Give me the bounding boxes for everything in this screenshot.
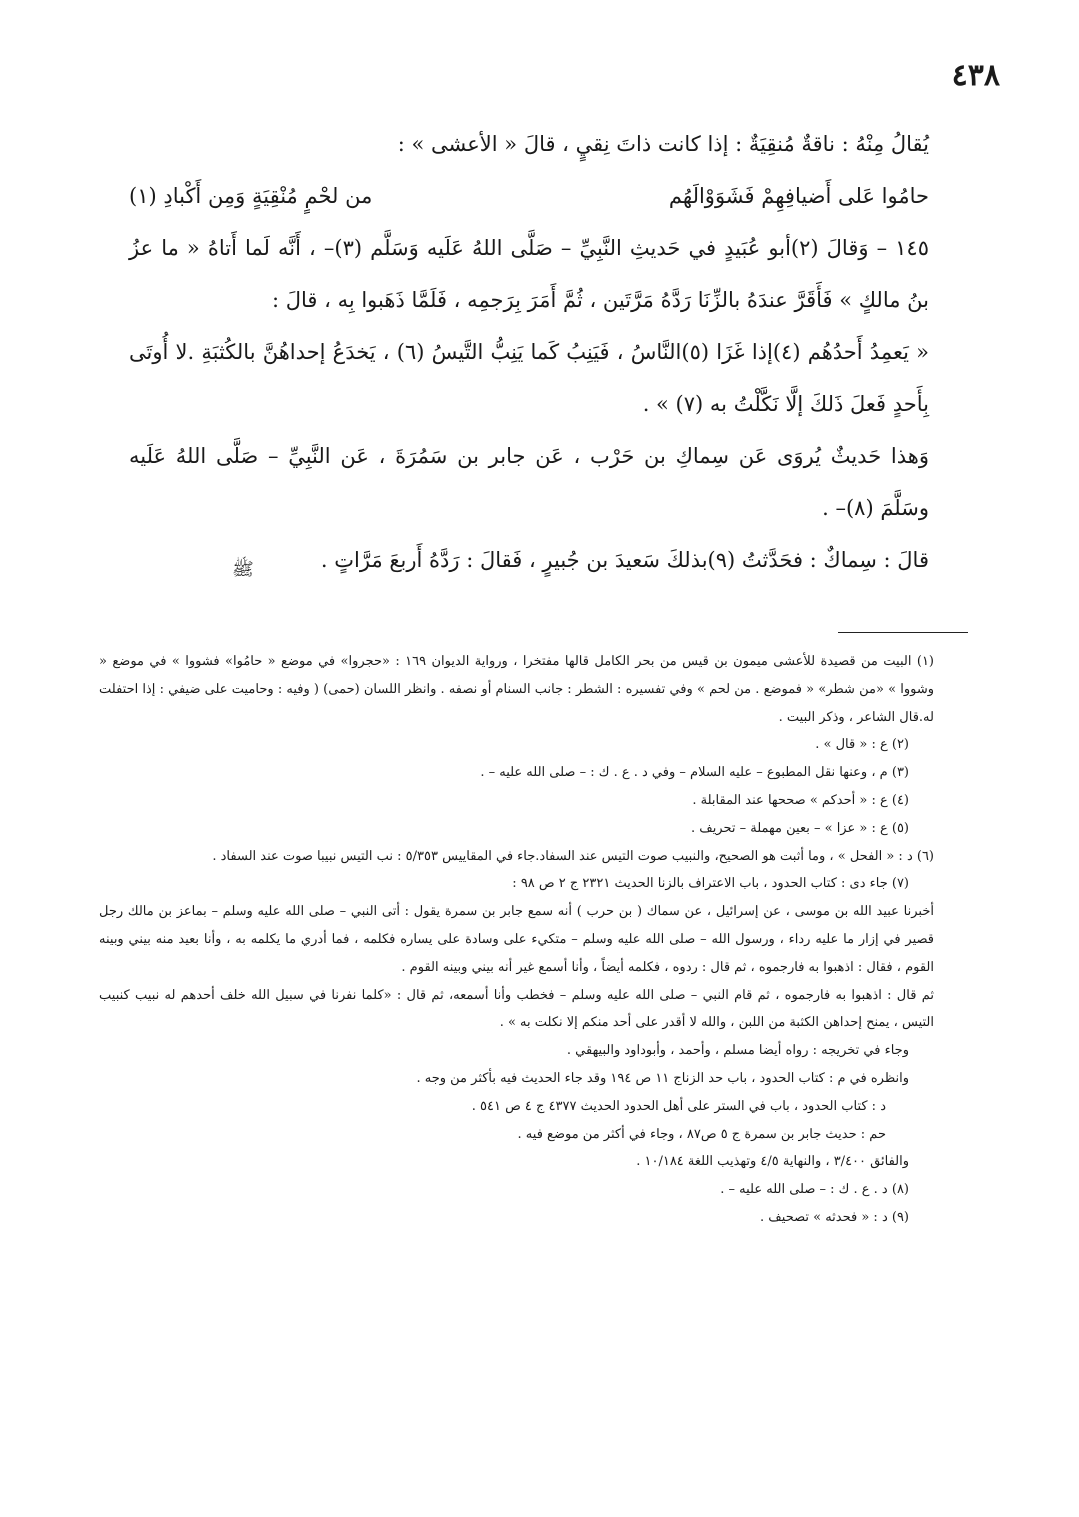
verse-first-hemistich: حامُوا عَلى أَضيافِهِمْ فَشَوَوْالَهُم	[668, 184, 929, 208]
footnote-7-ref-abudawud: د : كتاب الحدود ، باب في الستر على أهل الحدود الحديث ٤٣٧٧ ج ٤ ص ٥٤١ .	[471, 1098, 886, 1114]
narration-paragraph: وَهذا حَديثٌ يُروَى عَن سِماكِ بن حَرْب ، عَن جابر بن سَمُرَةَ ، عَن النَّبِيِّ – صَلَّى اللهُ عَلَيه وسَلَّمَ (٨)– .	[129, 444, 929, 520]
hadith-quote: « يَعمِدُ أَحدُهُم (٤)إذا غَزَا (٥)النَّاسُ ، فَيَنِبُ كَما يَنِبُّ التَّيسُ (٦) ، يَخدَعُ إحداهُنَّ بالكُثبَةِ .لا أُوتَى بِأَحدٍ فَعلَ ذَلكَ إلَّا نَكَّلْتُ به (٧) » .	[129, 340, 929, 416]
footnotes	[99, 648, 934, 1232]
footnote-9: (٩) د : « فحدثه » تصحيف .	[760, 1209, 909, 1225]
footnote-6: (٦) د : « الفحل » ، وما أثبت هو الصحيح، والنبيب صوت التيس عند السفاد.جاء في المقاييس ٥/٣٥٣ : نب التيس نبيبا صوت عند السفاد .	[212, 848, 934, 864]
footnote-7-ref-muslim: وانظره في م : كتاب الحدود ، باب حد الزناج ١١ ص ١٩٤ وقد جاء الحديث فيه بأكثر من وجه .	[416, 1070, 909, 1086]
footnote-7-hadith-1: أخبرنا عبيد الله بن موسى ، عن إسرائيل ، عن سماك ( بن حرب ) أنه سمع جابر بن سمرة يقول : أتى النبي – صلى الله عليه وسلم – بماعز بن مالك رجل قصير في إزار ما عليه رداء ، ورسول الله – صلى الله عليه وسلم – متكيء على وسادة على يساره فكلمه ، فما أدري ما يكلمه به ، وأنا بعيد منه بيني وبينه القوم ، فقال : اذهبوا به فارجموه ، ثم قال : ردوه ، فكلمه أيضاً ، وأنا أسمع غير أنه بيني وبينه القوم .	[99, 904, 934, 975]
footnote-3: (٣) م ، وعنها نقل المطبوع – عليه السلام – وفي د . ع . ك : – صلى الله عليه – .	[480, 765, 909, 781]
main-text	[129, 118, 929, 586]
footnote-7-takhrij: وجاء في تخريجه : رواه أيضا مسلم ، وأحمد ، وأبوداود والبيهقي .	[566, 1043, 909, 1059]
page-number: ٤٣٨	[951, 58, 1000, 93]
intro-paragraph: يُقالُ مِنْهُ : ناقةٌ مُنقِيَةٌ : إذا كانت ذاتَ نِقيٍ ، قالَ « الأعشى » :	[397, 132, 929, 156]
footnote-1: (١) البيت من قصيدة للأعشى ميمون بن قيس من بحر الكامل قالها مفتخرا ، ورواية الديوان ١٦٩ : «حجروا» في موضع « حامُوا» فشووا » في موضع « وشووا » «من شطر» « فموضع . من لحم » وفي تفسيره : الشطر : جانب السنام أو نصفه . وانظر اللسان (حمى) ( وفيه : وحاميت على ضيفي : إذا احتفلت له.قال الشاعر ، وذكر البيت .	[99, 654, 934, 725]
margin-mark: ﷺ	[232, 559, 254, 580]
footnote-7-ref-ahmad: حم : حديث جابر بن سمرة ج ٥ ص٨٧ ، وجاء في أكثر من موضع فيه .	[517, 1126, 886, 1142]
verse-second-hemistich: من لحْمٍ مُنْقِيَةٍ وَمِن أَكْبادِ (١)	[129, 184, 373, 208]
footnote-4: (٤) ع : « أحدكم » صححها عند المقابلة .	[692, 792, 909, 808]
footnote-7-hadith-2: ثم قال : اذهبوا به فارجموه ، ثم قام النبي – صلى الله عليه وسلم – فخطب وأنا أسمعه، ثم قال : «كلما نفرنا في سبيل الله خلف أحدهم له نبيب كنبيب التيس ، يمنح إحداهن الكثبة من اللبن ، والله لا أقدر على أحد منكم إلا نكلت به » .	[99, 987, 934, 1031]
hadith-paragraph: ١٤٥ – وَقالَ (٢)أبو عُبَيدٍ في حَديثِ النَّبِيِّ – صَلَّى اللهُ عَلَيه وَسَلَّم (٣)– ، أَنَّه لَما أَتاهُ « ما عزُ بنُ مالكٍ » فَأَقَرَّ عندَهُ بالزِّنَا رَدَّهُ مَرَّتَين ، ثُمَّ أَمَرَ بِرَجمِه ، فَلَمَّا ذَهَبوا بِه ، قالَ :	[129, 236, 929, 312]
footnote-divider	[838, 632, 968, 633]
closing-paragraph: قالَ : سِماكٌ : فحَدَّثتُ (٩)بذلكَ سَعيدَ بن جُبيرٍ ، فَقالَ : رَدَّهُ أَربعَ مَرَّاتٍ .	[320, 548, 929, 572]
footnote-5: (٥) ع : « عزا » – بعين مهملة – تحريف .	[690, 820, 909, 836]
footnote-8: (٨) د . ع . ك : – صلى الله عليه – .	[720, 1182, 909, 1198]
footnote-7-ref-lexicons: والفائق ٣/٤٠٠ ، والنهاية ٤/٥ وتهذيب اللغة ١٠/١٨٤ .	[636, 1154, 909, 1170]
footnote-2: (٢) ع : « قال » .	[815, 737, 909, 753]
footnote-7: (٧) جاء دى : كتاب الحدود ، باب الاعتراف بالزنا الحديث ٢٣٢١ ج ٢ ص ٩٨ :	[512, 876, 909, 892]
poetry-verse	[129, 170, 929, 222]
